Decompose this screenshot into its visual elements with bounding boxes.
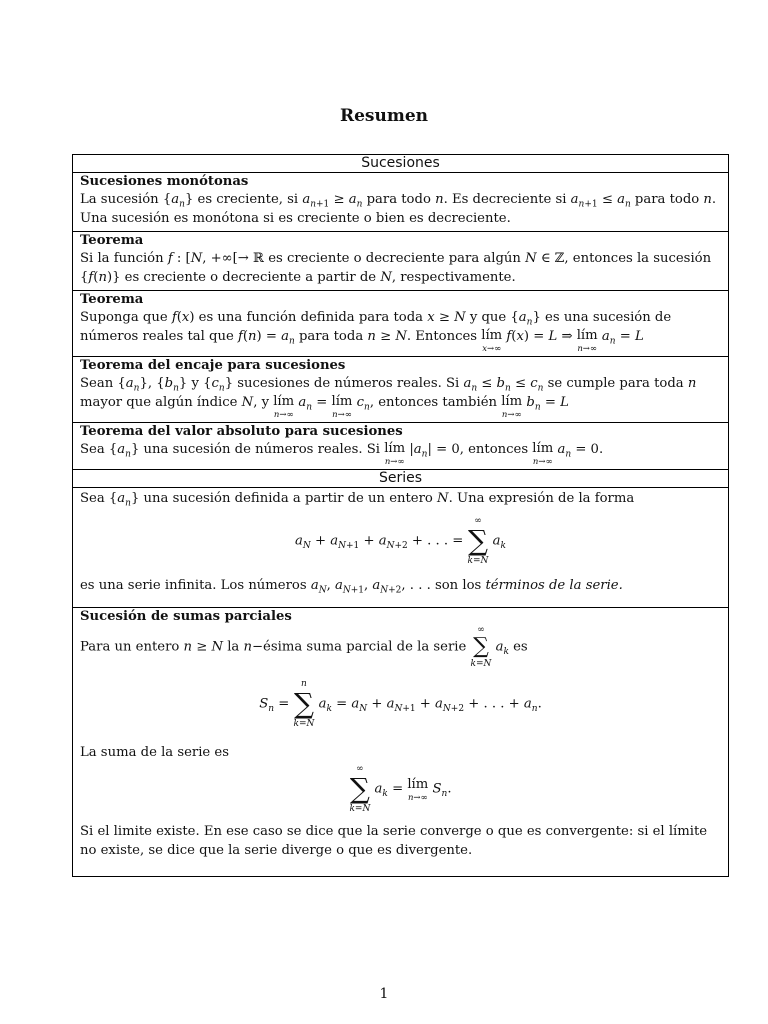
block-body: Sea $\{a_n\}$ una sucesión de números reales. Si lím n→∞ $|a_n| = 0$, entonces lím n→∞ $a_n = 0$.	[80, 441, 604, 467]
page-title: Resumen	[339, 106, 429, 126]
block-teorema-2	[73, 291, 728, 357]
block-body: Sean $\{a_n\}$, $\{b_n\}$ y $\{c_n\}$ sucesiones de números reales. Si $a_n \le b_n \le c_n$ se cumple para toda n mayor que algún índice N, y lím n→∞ $a_n$ = lím n→∞ $c_n$, entonces también lím n→∞ $b_n = L$	[80, 376, 697, 420]
block-title: Teorema	[80, 292, 144, 307]
block-title: Sucesiones monótonas	[80, 174, 249, 189]
block-body: es una serie infinita. Los números $a_N$, $a_{N+1}$, $a_{N+2}$, . . . son los términos de la serie.	[80, 578, 623, 596]
block-teorema-valor-absoluto	[73, 423, 728, 470]
section-header-sucesiones: Sucesiones	[73, 155, 728, 173]
page-number: 1	[379, 986, 389, 1002]
block-title: Teorema	[80, 233, 144, 248]
block-body: Si la función f : [N, +∞[→ ℝ es creciente o decreciente para algún N ∈ ℤ, entonces la sucesión {f(n)} es creciente o decreciente a partir de N, respectivamente.	[80, 251, 712, 285]
block-title: Sucesión de sumas parciales	[80, 609, 292, 624]
equation-series-sum: ∞ ∑ k=N $a_k$ = lím n→∞ $S_n$.	[349, 764, 452, 814]
block-teorema-encaje	[73, 357, 728, 423]
block-body: Sea $\{a_n\}$ una sucesión definida a partir de un entero N. Una expresión de la forma	[80, 491, 635, 509]
block-teorema-1	[73, 232, 728, 291]
section-header-series: Series	[73, 470, 728, 488]
equation-series: $a_N + a_{N+1} + a_{N+2}$ + . . . = ∞ ∑ k=N $a_k$	[295, 516, 506, 566]
block-sumas-parciales	[73, 608, 728, 876]
block-body: Si el limite existe. En ese caso se dice que la serie converge o que es convergente: si el límite no existe, se dice que la serie diverge o que es divergente.	[80, 824, 708, 858]
block-body: La suma de la serie es	[80, 745, 230, 760]
block-title: Teorema del encaje para sucesiones	[80, 358, 346, 373]
block-body: La sucesión $\{a_n\}$ es creciente, si $a_{n+1} \ge a_n$ para todo n. Es decreciente si $a_{n+1} \le a_n$ para todo n. Una sucesión es monótona si es creciente o bien es decreciente.	[80, 192, 717, 226]
equation-partial-sum: $S_n$ = n ∑ k=N $a_k = a_N + a_{N+1} + a_{N+2}$ + . . . + $a_n$.	[259, 679, 542, 729]
block-series-definition	[73, 488, 728, 608]
block-title: Teorema del valor absoluto para sucesiones	[80, 424, 403, 439]
block-sucesiones-monotonas	[73, 173, 728, 232]
block-body: Para un entero n ≥ N la n−ésima suma parcial de la serie ∞ ∑ k=N $a_k$ es	[80, 625, 528, 669]
summary-table	[72, 154, 729, 877]
block-body: Suponga que f(x) es una función definida para toda x ≥ N y que $\{a_n\}$ es una sucesión de números reales tal que $f(n) = a_n$ para toda n ≥ N. Entonces lím x→∞ f(x) = L ⇒ lím n→∞ $a_n = L$	[80, 310, 672, 354]
